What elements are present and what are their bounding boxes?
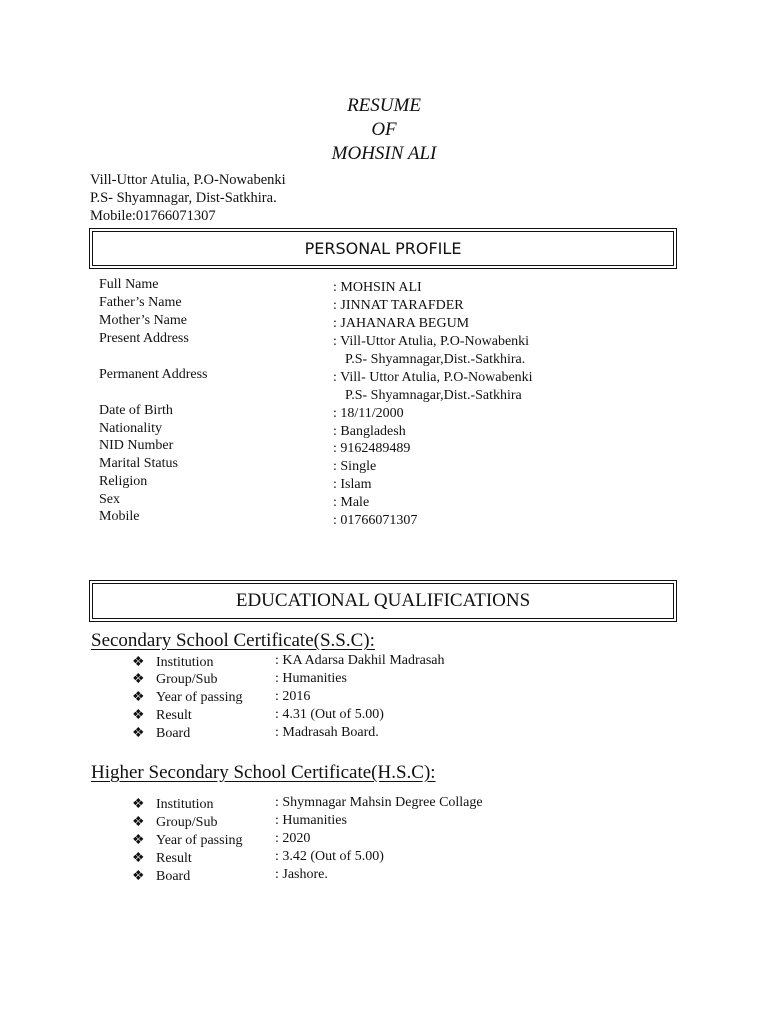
hsc-label: Result	[156, 851, 192, 866]
profile-value: : JAHANARA BEGUM	[333, 316, 470, 331]
profile-label: Religion	[99, 474, 148, 489]
ssc-label: Group/Sub	[156, 672, 218, 687]
bullet-icon: ❖	[132, 869, 145, 884]
hsc-label: Year of passing	[156, 833, 243, 848]
ssc-value: : 4.31 (Out of 5.00)	[275, 707, 384, 722]
personal-profile-title: PERSONAL PROFILE	[304, 239, 462, 258]
contact-mobile: Mobile:01766071307	[90, 208, 216, 224]
bullet-icon: ❖	[132, 833, 145, 848]
ssc-label: Board	[156, 726, 191, 741]
education-title: EDUCATIONAL QUALIFICATIONS	[235, 590, 531, 611]
resume-title: RESUME	[347, 95, 421, 116]
hsc-value: : Jashore.	[275, 867, 328, 882]
profile-label: Sex	[99, 492, 120, 507]
ssc-value: : 2016	[275, 689, 311, 704]
profile-value-continued: P.S- Shyamnagar,Dist.-Satkhira	[345, 388, 522, 403]
bullet-icon: ❖	[132, 690, 145, 705]
hsc-label: Institution	[156, 797, 214, 812]
personal-profile-section-header	[89, 228, 677, 269]
profile-label: NID Number	[99, 438, 174, 453]
profile-value: : Vill-Uttor Atulia, P.O-Nowabenki	[333, 334, 530, 349]
profile-label: Permanent Address	[99, 367, 208, 382]
ssc-value: : Humanities	[275, 671, 347, 686]
profile-value: : Single	[333, 459, 377, 474]
hsc-heading: Higher Secondary School Certificate(H.S.C):	[91, 762, 436, 783]
profile-value: : Bangladesh	[333, 424, 406, 439]
ssc-label: Year of passing	[156, 690, 243, 705]
profile-value: : Male	[333, 495, 370, 510]
profile-label: Date of Birth	[99, 403, 173, 418]
education-section-header	[89, 580, 677, 622]
profile-label: Marital Status	[99, 456, 178, 471]
bullet-icon: ❖	[132, 708, 145, 723]
profile-value: : Vill- Uttor Atulia, P.O-Nowabenki	[333, 370, 533, 385]
hsc-value: : 2020	[275, 831, 311, 846]
bullet-icon: ❖	[132, 797, 145, 812]
bullet-icon: ❖	[132, 851, 145, 866]
bullet-icon: ❖	[132, 726, 145, 741]
profile-value: : 9162489489	[333, 441, 411, 456]
contact-address-line2: P.S- Shyamnagar, Dist-Satkhira.	[90, 190, 277, 206]
profile-value-continued: P.S- Shyamnagar,Dist.-Satkhira.	[345, 352, 526, 367]
bullet-icon: ❖	[132, 815, 145, 830]
hsc-value: : Humanities	[275, 813, 347, 828]
profile-value: : Islam	[333, 477, 372, 492]
profile-value: : 18/11/2000	[333, 406, 404, 421]
profile-label: Nationality	[99, 421, 162, 436]
profile-label: Father’s Name	[99, 295, 182, 310]
profile-label: Mobile	[99, 509, 140, 524]
profile-label: Mother’s Name	[99, 313, 187, 328]
resume-of: OF	[371, 119, 397, 140]
hsc-label: Group/Sub	[156, 815, 218, 830]
hsc-value: : Shymnagar Mahsin Degree Collage	[275, 795, 483, 810]
bullet-icon: ❖	[132, 672, 145, 687]
ssc-value: : KA Adarsa Dakhil Madrasah	[275, 653, 445, 668]
profile-value: : JINNAT TARAFDER	[333, 298, 464, 313]
bullet-icon: ❖	[132, 655, 145, 670]
profile-value: : MOHSIN ALI	[333, 280, 422, 295]
hsc-value: : 3.42 (Out of 5.00)	[275, 849, 384, 864]
hsc-label: Board	[156, 869, 191, 884]
profile-label: Full Name	[99, 277, 159, 292]
resume-name: MOHSIN ALI	[331, 143, 437, 164]
profile-label: Present Address	[99, 331, 189, 346]
ssc-heading: Secondary School Certificate(S.S.C):	[91, 630, 375, 651]
contact-address-line1: Vill-Uttor Atulia, P.O-Nowabenki	[90, 172, 286, 188]
ssc-value: : Madrasah Board.	[275, 725, 379, 740]
ssc-label: Institution	[156, 655, 214, 670]
profile-value: : 01766071307	[333, 513, 418, 528]
ssc-label: Result	[156, 708, 192, 723]
